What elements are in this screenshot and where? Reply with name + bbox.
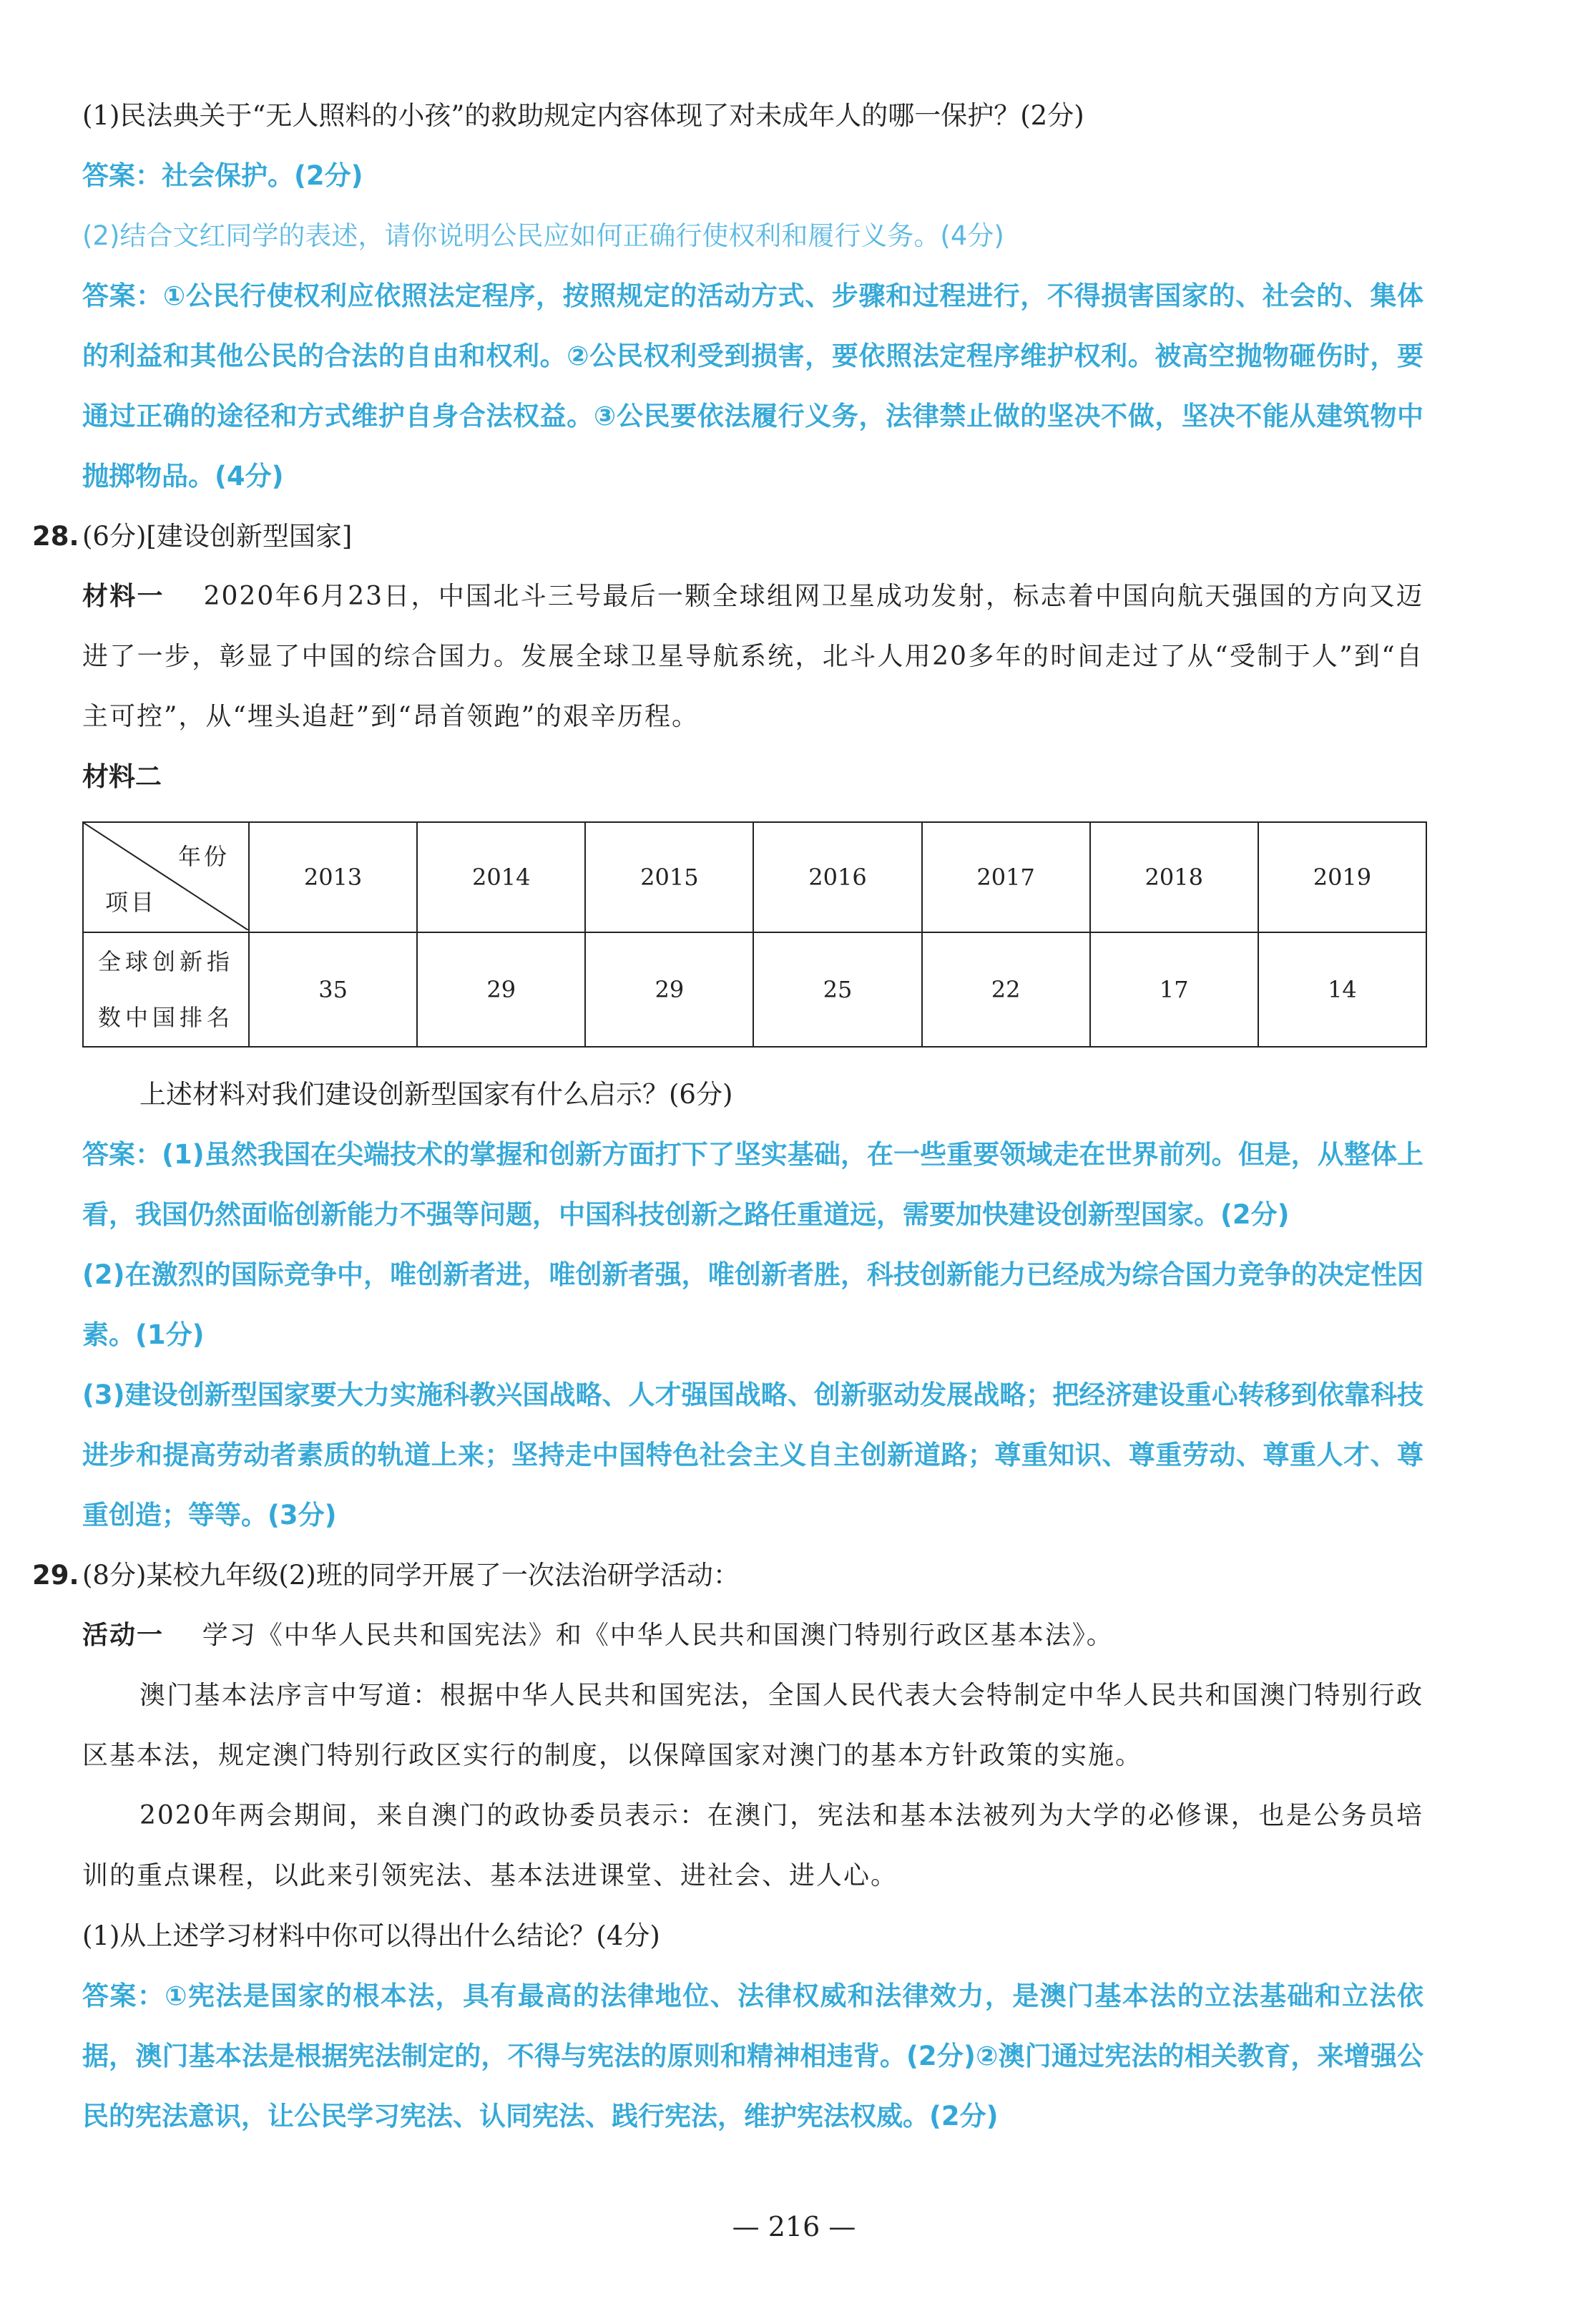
rank-cell: 22 (922, 932, 1090, 1047)
year-cell: 2013 (249, 822, 417, 932)
corner-bottom-label: 项目 (105, 889, 157, 916)
rank-cell: 14 (1258, 932, 1426, 1047)
q27-sub2-answer: 答案：①公民行使权利应依照法定程序，按照规定的活动方式、步骤和过程进行，不得损害国家的、社会的、集体的利益和其他公民的合法的自由和权利。②公民权利受到损害，要依照法定程序维护权利。被高空抛物砸伤时，要通过正确的途径和方式维护自身合法权益。③公民要依法履行义务，法律禁止做的坚决不做，坚决不能从建筑物中抛掷物品。(4分) (82, 280, 1423, 492)
year-cell: 2016 (753, 822, 921, 932)
q28-answer-1: 答案：(1)虽然我国在尖端技术的掌握和创新方面打下了坚实基础，在一些重要领域走在世界前列。但是，从整体上看，我国仍然面临创新能力不强等问题，中国科技创新之路任重道远，需要加快建设创新型国家。(2分) (82, 1139, 1423, 1230)
q28-header (32, 507, 1423, 567)
table-corner-cell (83, 822, 249, 932)
q28-question: 上述材料对我们建设创新型国家有什么启示？(6分) (139, 1079, 733, 1110)
q28-material1-text: 2020年6月23日，中国北斗三号最后一颗全球组网卫星成功发射，标志着中国向航天强国的方向又迈进了一步，彰显了中国的综合国力。发展全球卫星导航系统，北斗人用20多年的时间走过了从“受制于人”到“自主可控”，从“埋头追赶”到“昂首领跑”的艰辛历程。 (82, 582, 1423, 731)
q29-paragraph-1: 澳门基本法序言中写道：根据中华人民共和国宪法，全国人民代表大会特制定中华人民共和国澳门特别行政区基本法，规定澳门特别行政区实行的制度，以保障国家对澳门的基本方针政策的实施。 (82, 1681, 1423, 1770)
row-label-cell (83, 932, 249, 1047)
q29-sub1-question: (1)从上述学习材料中你可以得出什么结论？(4分) (82, 1920, 660, 1951)
q28-answer-2: (2)在激烈的国际竞争中，唯创新者进，唯创新者强，唯创新者胜，科技创新能力已经成为综合国力竞争的决定性因素。(1分) (82, 1259, 1423, 1350)
table-header-row (83, 822, 1426, 932)
year-cell: 2014 (417, 822, 585, 932)
rank-cell: 29 (417, 932, 585, 1047)
row-label-line1: 全球创新指 (97, 948, 234, 975)
year-cell: 2019 (1258, 822, 1426, 932)
q28-material2-label: 材料二 (82, 761, 162, 792)
row-label-line2: 数中国排名 (97, 1004, 234, 1031)
q27-sub1-question: (1)民法典关于“无人照料的小孩”的救助规定内容体现了对未成年人的哪一保护？(2分) (82, 100, 1084, 131)
q29-paragraph-2: 2020年两会期间，来自澳门的政协委员表示：在澳门，宪法和基本法被列为大学的必修课，也是公务员培训的重点课程，以此来引领宪法、基本法进课堂、进社会、进人心。 (82, 1801, 1423, 1890)
year-cell: 2017 (922, 822, 1090, 932)
year-cell: 2015 (585, 822, 753, 932)
year-cell: 2018 (1090, 822, 1258, 932)
ranking-table (82, 821, 1427, 1048)
table-row (83, 932, 1426, 1047)
q28-number: 28. (32, 521, 79, 552)
rank-cell: 25 (753, 932, 921, 1047)
q29-sub1-answer: 答案：①宪法是国家的根本法，具有最高的法律地位、法律权威和法律效力，是澳门基本法的立法基础和立法依据，澳门基本法是根据宪法制定的，不得与宪法的原则和精神相违背。(2分)②澳门通过宪法的相关教育，来增强公民的宪法意识，让公民学习宪法、认同宪法、践行宪法，维护宪法权威。(2分) (82, 1981, 1423, 2132)
rank-cell: 35 (249, 932, 417, 1047)
q29-header-text: (8分)某校九年级(2)班的同学开展了一次法治研学活动： (82, 1560, 740, 1591)
q28-material1 (82, 567, 1423, 747)
q29-number: 29. (32, 1560, 79, 1591)
q29-header (32, 1546, 1423, 1606)
q28-answer-3: (3)建设创新型国家要大力实施科教兴国战略、人才强国战略、创新驱动发展战略；把经济建设重心转移到依靠科技进步和提高劳动者素质的轨道上来；坚持走中国特色社会主义自主创新道路；尊重知识、尊重劳动、尊重人才、尊重创造；等等。(3分) (82, 1380, 1423, 1530)
q28-material1-label: 材料一 (82, 582, 165, 611)
rank-cell: 17 (1090, 932, 1258, 1047)
page-number: — 216 — (732, 2211, 856, 2242)
rank-cell: 29 (585, 932, 753, 1047)
q28-header-text: (6分)[建设创新型国家] (82, 521, 353, 552)
q29-activity1-text: 学习《中华人民共和国宪法》和《中华人民共和国澳门特别行政区基本法》。 (202, 1621, 1114, 1650)
q27-sub1-answer: 答案：社会保护。(2分) (82, 160, 363, 191)
q29-activity1 (82, 1606, 1423, 1666)
q29-activity1-label: 活动一 (82, 1621, 165, 1650)
corner-top-label: 年份 (177, 843, 230, 870)
q27-sub2-question: (2)结合文红同学的表述，请你说明公民应如何正确行使权利和履行义务。(4分) (82, 220, 1004, 251)
